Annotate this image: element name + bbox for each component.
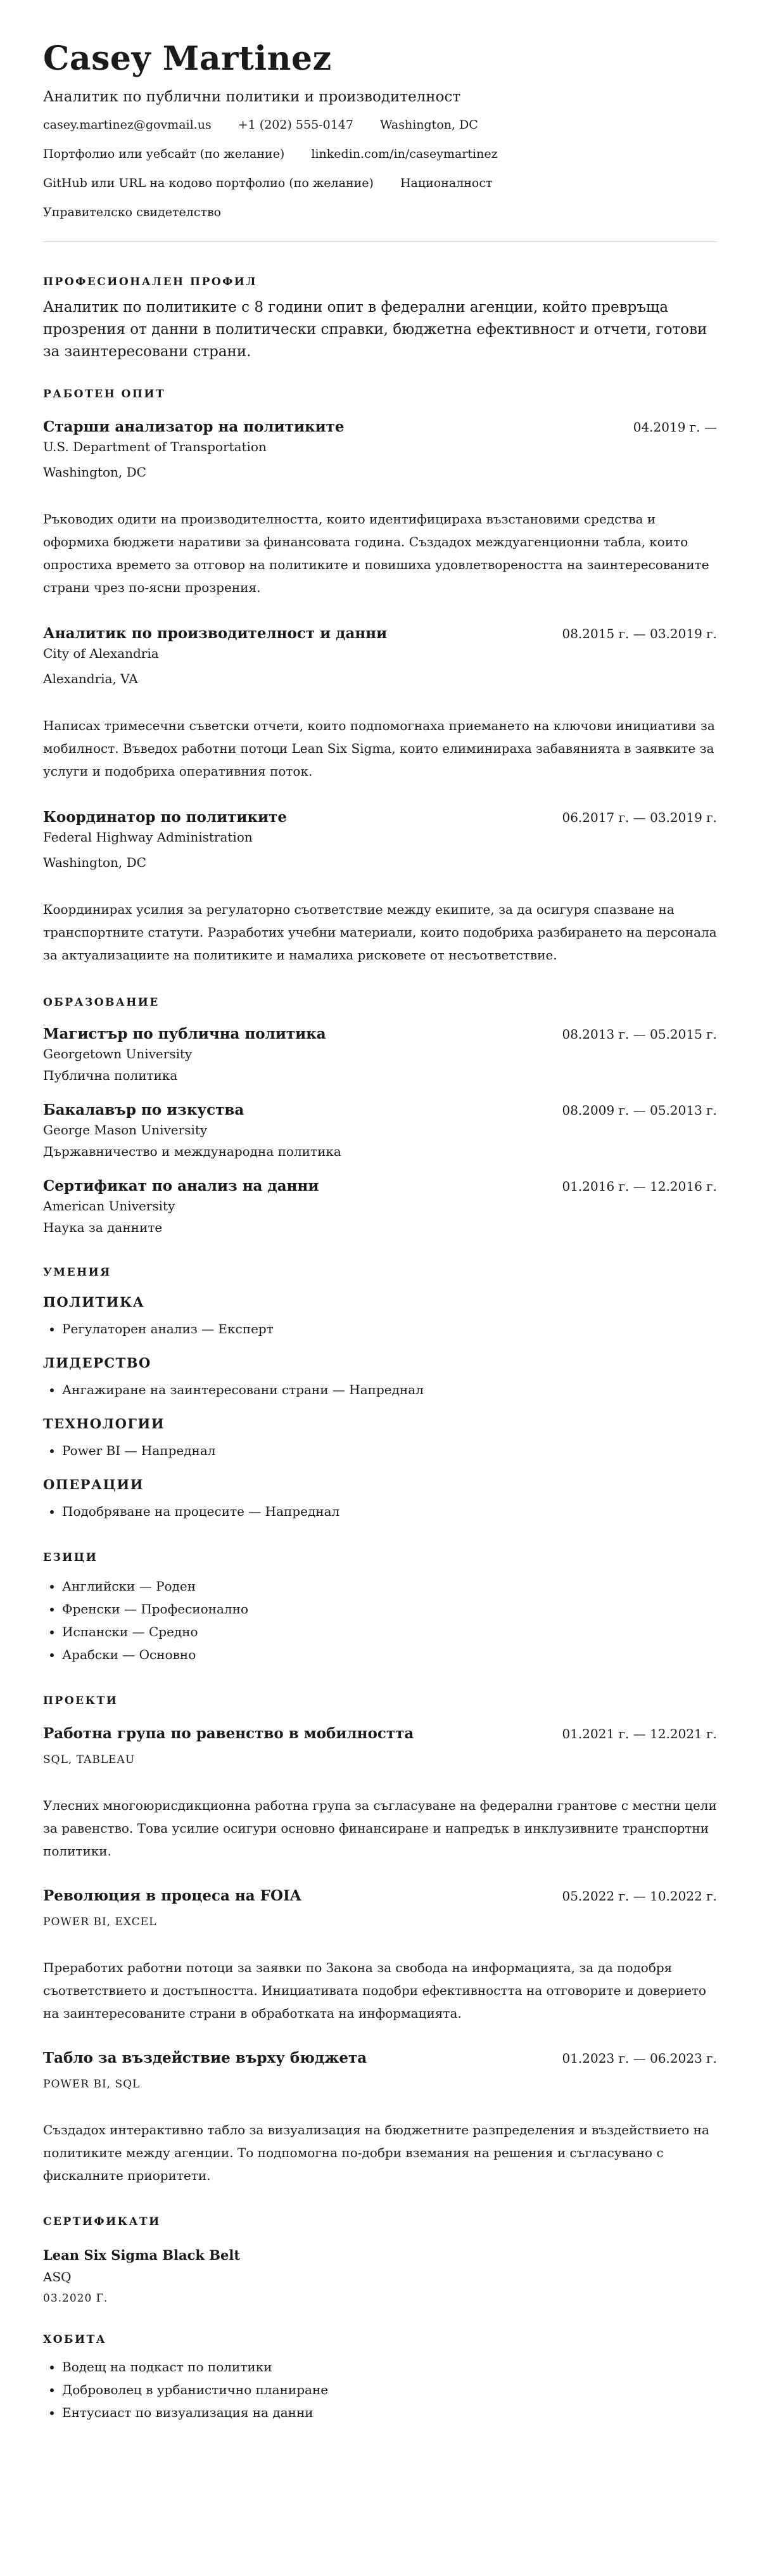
certificate-issuer: ASQ <box>43 2269 72 2284</box>
skill-item: • Power BI — Напреднал <box>62 1439 717 1462</box>
field-of-study: Публична политика <box>43 1068 178 1083</box>
experience-section-title: РАБОТЕН ОПИТ <box>43 388 166 400</box>
headline: Аналитик по публични политики и производителност <box>43 89 461 105</box>
skill-items <box>43 1378 717 1401</box>
profile-section-title: ПРОФЕСИОНАЛЕН ПРОФИЛ <box>43 276 257 288</box>
hobbies-section-title: ХОБИТА <box>43 2333 107 2346</box>
certificates-section-title: СЕРТИФИКАТИ <box>43 2215 161 2228</box>
candidate-name: Casey Martinez <box>43 39 332 78</box>
hobbies-list <box>43 2355 717 2424</box>
education-list <box>43 1025 717 1236</box>
certificate-entry <box>43 2246 717 2306</box>
experience-entry-head <box>43 624 717 643</box>
contact-line-4 <box>43 204 717 221</box>
field-of-study: Държавничество и международна политика <box>43 1144 341 1159</box>
certificate-name: Lean Six Sigma Black Belt <box>43 2247 241 2263</box>
education-entry <box>43 1101 717 1160</box>
language-item: • Английски — Роден <box>62 1575 717 1598</box>
employer: U.S. Department of Transportation <box>43 439 267 454</box>
project-tech: POWER BI, SQL <box>43 2078 141 2091</box>
project-entry-head <box>43 2049 717 2068</box>
portfolio-link[interactable]: Портфолио или уебсайт (по желание) <box>43 147 285 161</box>
linkedin-link[interactable]: linkedin.com/in/caseymartinez <box>311 147 498 161</box>
job-dates: 08.2015 г. — 03.2019 г. <box>562 626 717 641</box>
header-divider <box>43 241 717 242</box>
job-location: Alexandria, VA <box>43 671 138 686</box>
job-location: Washington, DC <box>43 855 146 870</box>
experience-entry-head <box>43 418 717 437</box>
job-title: Аналитик по производителност и данни <box>43 625 388 642</box>
languages-list <box>43 1575 717 1666</box>
skill-item: • Регулаторен анализ — Експерт <box>62 1317 717 1340</box>
profile-summary: Аналитик по политиките с 8 години опит в федерални агенции, който превръща прозрения от данни в политически справки, бюджетна ефективност и отчети, готови за заинтересовани страни. <box>43 299 707 360</box>
project-description: Улесних многоюрисдикционна работна група за съгласуване на федерални грантове с местни цели за равенство. Това усилие осигури основно финансиране и напредък в инклузивните транспортни политики. <box>43 1798 717 1859</box>
contact-line-2 <box>43 146 717 162</box>
school: American University <box>43 1198 175 1214</box>
skill-items <box>43 1500 717 1523</box>
location: Washington, DC <box>380 118 478 132</box>
project-entry-head <box>43 1887 717 1906</box>
language-item: • Френски — Професионално <box>62 1598 717 1620</box>
github-link[interactable]: GitHub или URL на кодово портфолио (по желание) <box>43 176 374 190</box>
education-dates: 08.2013 г. — 05.2015 г. <box>562 1027 717 1042</box>
project-dates: 01.2023 г. — 06.2023 г. <box>562 2051 717 2066</box>
skill-items <box>43 1439 717 1462</box>
job-description: Написах тримесечни съветски отчети, които подпомогнаха приемането на ключови инициативи за мобилност. Въведох работни потоци Lean Six Sigma, които елиминираха забавянията в заявките за услуги и подобриха оперативния поток. <box>43 718 715 779</box>
project-dates: 01.2021 г. — 12.2021 г. <box>562 1726 717 1741</box>
education-entry <box>43 1025 717 1084</box>
language-item: • Арабски — Основно <box>62 1643 717 1666</box>
projects-list <box>43 1724 717 2187</box>
skill-item: • Подобряване на процесите — Напреднал <box>62 1500 717 1523</box>
job-title: Координатор по политиките <box>43 809 287 826</box>
job-description: Ръководих одити на производителността, които идентифицираха възстановими средства и оформиха бюджети наративи за финансовата година. Създадох междуагенционни табла, които опростиха времето за отговор на политиките и повишиха удовлетвореността на заинтересованите страни чрез по-ясни прозрения. <box>43 511 709 595</box>
experience-entry <box>43 808 717 966</box>
school: George Mason University <box>43 1122 208 1137</box>
hobby-item: • Доброволец в урбанистично планиране <box>62 2378 717 2401</box>
experience-entry <box>43 624 717 783</box>
project-name: Революция в процеса на FOIA <box>43 1887 301 1904</box>
phone-number[interactable]: +1 (202) 555-0147 <box>238 118 353 132</box>
email-link[interactable]: casey.martinez@govmail.us <box>43 118 212 132</box>
project-name: Работна група по равенство в мобилността <box>43 1725 414 1742</box>
skill-category: ОПЕРАЦИИ <box>43 1477 144 1492</box>
languages-section-title: ЕЗИЦИ <box>43 1551 98 1564</box>
language-item: • Испански — Средно <box>62 1620 717 1643</box>
project-tech: POWER BI, EXCEL <box>43 1916 157 1928</box>
education-entry-head <box>43 1025 717 1044</box>
degree: Бакалавър по изкуства <box>43 1101 244 1118</box>
project-entry <box>43 1887 717 2025</box>
job-dates: 06.2017 г. — 03.2019 г. <box>562 810 717 825</box>
project-description: Създадох интерактивно табло за визуализация на бюджетните разпределения и въздействието на политиките между агенции. То подпомогна по-добри вземания на решения и съгласувано с фискалните приоритети. <box>43 2122 709 2183</box>
projects-section-title: ПРОЕКТИ <box>43 1695 118 1707</box>
education-section-title: ОБРАЗОВАНИЕ <box>43 996 160 1009</box>
project-dates: 05.2022 г. — 10.2022 г. <box>562 1888 717 1904</box>
employer: Federal Highway Administration <box>43 830 253 845</box>
education-dates: 01.2016 г. — 12.2016 г. <box>562 1179 717 1194</box>
skill-category: ТЕХНОЛОГИИ <box>43 1416 165 1432</box>
job-location: Washington, DC <box>43 465 146 480</box>
hobby-item: • Водещ на подкаст по политики <box>62 2355 717 2378</box>
field-of-study: Наука за данните <box>43 1220 163 1235</box>
education-entry-head <box>43 1177 717 1196</box>
employer: City of Alexandria <box>43 646 159 661</box>
clearance: Управителско свидетелство <box>43 205 222 219</box>
education-entry <box>43 1177 717 1236</box>
certificate-date: 03.2020 Г. <box>43 2292 108 2305</box>
hobby-item: • Ентусиаст по визуализация на данни <box>62 2401 717 2424</box>
project-description: Преработих работни потоци за заявки по Закона за свобода на информацията, за да подобря съответствието и достъпността. Инициативата подобри ефективността на отговорите и доверието на заинтересованите страни в обработката на информацията. <box>43 1960 707 2021</box>
skill-category: ПОЛИТИКА <box>43 1294 145 1310</box>
degree: Сертификат по анализ на данни <box>43 1177 319 1195</box>
skill-items <box>43 1317 717 1340</box>
project-name: Табло за въздействие върху бюджета <box>43 2049 367 2067</box>
nationality: Националност <box>400 176 493 190</box>
skill-category: ЛИДЕРСТВО <box>43 1355 151 1371</box>
project-entry-head <box>43 1724 717 1743</box>
skill-item: • Ангажиране на заинтересовани страни — Напреднал <box>62 1378 717 1401</box>
skills-list <box>43 1293 717 1523</box>
job-dates: 04.2019 г. — <box>633 420 717 435</box>
skills-section-title: УМЕНИЯ <box>43 1266 111 1279</box>
job-title: Старши анализатор на политиките <box>43 418 345 435</box>
contact-line-3 <box>43 175 717 191</box>
education-dates: 08.2009 г. — 05.2013 г. <box>562 1103 717 1118</box>
project-tech: SQL, TABLEAU <box>43 1753 136 1766</box>
experience-entry-head <box>43 808 717 827</box>
school: Georgetown University <box>43 1046 193 1061</box>
project-entry <box>43 1724 717 1862</box>
project-entry <box>43 2049 717 2187</box>
job-description: Координирах усилия за регулаторно съответствие между екипите, за да осигуря спазване на транспортните статути. Разработих учебни материали, които подобриха разбирането на персонала за актуализациите на политиките и намалиха рисковете от несъответствие. <box>43 902 717 963</box>
education-entry-head <box>43 1101 717 1120</box>
experience-entry <box>43 418 717 599</box>
experience-list <box>43 418 717 966</box>
degree: Магистър по публична политика <box>43 1025 326 1042</box>
contact-line-1 <box>43 117 717 133</box>
